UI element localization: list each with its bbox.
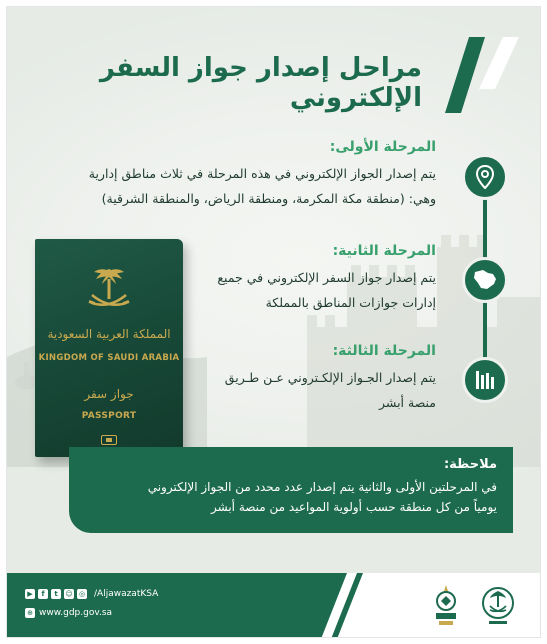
note-line-2: يومياً من كل منطقة حسب أولوية المواعيد من منصة أبشر bbox=[211, 500, 497, 514]
jawazat-logo bbox=[427, 583, 465, 629]
absher-icon bbox=[474, 369, 496, 391]
globe-icon: ⊕ bbox=[25, 608, 35, 618]
note-line-1: في المرحلتين الأولى والثانية يتم إصدار عدد محدد من الجواز الإلكتروني bbox=[147, 480, 497, 494]
stage-3-node bbox=[462, 357, 508, 403]
note-text bbox=[77, 477, 497, 517]
twitter-icon[interactable]: t bbox=[51, 589, 61, 599]
biometric-chip-icon bbox=[101, 435, 117, 445]
passport-title-arabic: جواز سفر bbox=[84, 387, 134, 401]
stage-1-node bbox=[462, 154, 508, 200]
website-link-row bbox=[25, 608, 112, 618]
note-box bbox=[69, 447, 513, 533]
stage-2-line-1: يتم إصدار جواز السفر الإلكتروني في جميع bbox=[217, 270, 436, 285]
website-link[interactable]: www.gdp.gov.sa bbox=[39, 608, 113, 618]
stage-1-line-2: وهي: (منطقة مكة المكرمة، ومنطقة الرياض، والمنطقة الشرقية) bbox=[101, 191, 436, 206]
note-title: ملاحظة: bbox=[443, 457, 497, 472]
stage-2-line-2: إدارات جوازات المناطق بالمملكة bbox=[265, 295, 436, 310]
stage-1-text bbox=[76, 161, 436, 211]
stage-3-title: المرحلة الثالثة: bbox=[332, 343, 436, 359]
youtube-icon[interactable]: ▶ bbox=[25, 589, 35, 599]
ministry-of-interior-logo bbox=[479, 583, 517, 629]
palm-swords-emblem-icon bbox=[84, 265, 134, 315]
instagram-icon[interactable]: ◎ bbox=[78, 590, 86, 598]
page-title: مراحل إصدار جواز السفر الإلكتروني bbox=[99, 53, 422, 113]
infographic bbox=[6, 6, 541, 638]
stage-3-line-2: منصة أبشر bbox=[379, 395, 436, 410]
header-slash-light bbox=[479, 37, 519, 89]
saudi-map-icon bbox=[471, 269, 499, 291]
passport-kingdom-arabic: المملكة العربية السعودية bbox=[47, 327, 171, 341]
passport-image bbox=[35, 239, 183, 457]
snapchat-icon[interactable]: ☺ bbox=[65, 590, 73, 598]
facebook-icon[interactable]: f bbox=[38, 589, 48, 599]
stage-1-title: المرحلة الأولى: bbox=[329, 139, 436, 155]
passport-kingdom-english: KINGDOM OF SAUDI ARABIA bbox=[38, 353, 180, 363]
passport-title-english: PASSPORT bbox=[81, 411, 137, 421]
stage-1-line-1: يتم إصدار الجواز الإلكتروني في هذه المرحلة في ثلاث مناطق إدارية bbox=[88, 166, 436, 181]
social-links bbox=[25, 589, 158, 599]
social-handle[interactable]: /AljawazatKSA bbox=[94, 589, 159, 599]
stage-3-line-1: يتم إصدار الجـواز الإلكـتروني عـن طـريق bbox=[224, 370, 436, 385]
stage-2-node bbox=[462, 257, 508, 303]
stage-2-title: المرحلة الثانية: bbox=[332, 243, 436, 259]
location-pin-icon bbox=[475, 165, 495, 189]
